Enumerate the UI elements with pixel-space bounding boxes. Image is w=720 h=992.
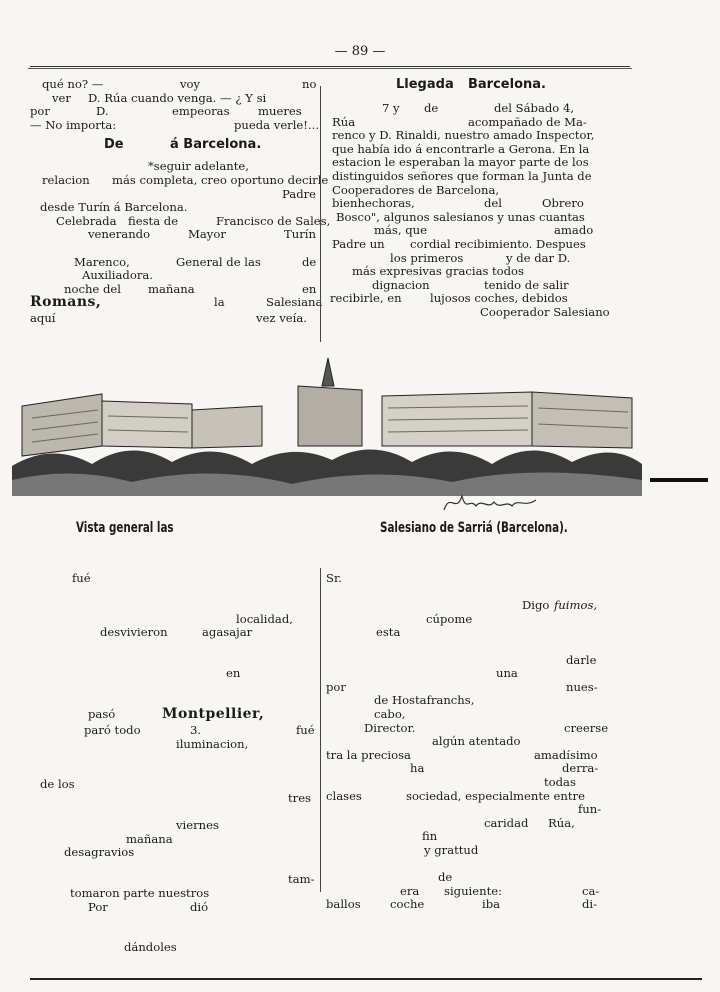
left-top-line bbox=[30, 119, 318, 133]
text-fragment: de bbox=[438, 870, 453, 885]
left-bottom-line bbox=[30, 724, 318, 738]
text-fragment: Barcelona. bbox=[468, 77, 546, 92]
left-bottom-line bbox=[30, 654, 318, 668]
text-fragment: dió bbox=[190, 899, 209, 914]
text-fragment: de bbox=[302, 254, 317, 269]
text-fragment: pasó bbox=[88, 706, 116, 721]
right-bottom-line bbox=[326, 735, 602, 749]
text-fragment: fin bbox=[422, 829, 438, 844]
left-bottom-line bbox=[30, 792, 318, 806]
text-fragment: nues- bbox=[566, 679, 598, 694]
text-fragment: distinguidos señores que forman la Junta de bbox=[332, 168, 592, 183]
text-fragment: bienhechoras, bbox=[332, 196, 415, 211]
text-fragment: viernes bbox=[176, 818, 219, 833]
left-top-line bbox=[30, 201, 318, 215]
right-bottom-line bbox=[326, 885, 602, 899]
text-fragment: clases bbox=[326, 788, 362, 803]
left-bottom-line bbox=[30, 613, 318, 627]
text-fragment: Rúa bbox=[332, 114, 356, 129]
text-fragment: y de dar D. bbox=[506, 250, 571, 265]
text-fragment: por bbox=[30, 104, 50, 119]
text-fragment: 7 y bbox=[382, 101, 400, 115]
right-top-line bbox=[326, 252, 602, 266]
text-fragment: Turín bbox=[284, 227, 316, 242]
text-fragment: qué no? — bbox=[42, 77, 104, 91]
right-top-line bbox=[326, 116, 602, 130]
text-fragment: Celebrada bbox=[56, 213, 117, 228]
text-fragment: ballos bbox=[326, 897, 361, 912]
text-fragment: renco y D. Rinaldi, nuestro amado Inspector, bbox=[332, 128, 595, 143]
text-fragment: iba bbox=[482, 897, 501, 912]
left-top-heading-line bbox=[30, 138, 318, 160]
left-top-line bbox=[30, 78, 318, 92]
text-fragment: voy bbox=[180, 77, 201, 91]
text-fragment: fun- bbox=[578, 802, 602, 817]
fuimos-italic: fuimos, bbox=[554, 598, 598, 613]
text-fragment: tenido de salir bbox=[484, 277, 569, 292]
right-top-line bbox=[326, 304, 610, 320]
left-top-line bbox=[30, 160, 318, 174]
right-top-line bbox=[326, 224, 602, 238]
text-fragment: ca- bbox=[582, 883, 600, 898]
text-fragment: amadísimo bbox=[534, 747, 598, 762]
right-bottom-line bbox=[326, 626, 602, 640]
right-bottom-line bbox=[326, 694, 602, 708]
text-fragment: desagravios bbox=[64, 845, 135, 860]
right-top-line bbox=[326, 143, 602, 157]
text-fragment: coche bbox=[390, 897, 425, 912]
text-fragment: fiesta de bbox=[128, 213, 179, 228]
right-bottom-line bbox=[326, 790, 602, 804]
right-bottom-line bbox=[326, 572, 602, 586]
text-fragment: y grattud bbox=[424, 842, 479, 857]
text-fragment: aquí bbox=[30, 311, 56, 326]
fuimos-line bbox=[326, 599, 602, 613]
right-top-heading-line bbox=[326, 78, 602, 102]
caption-left: Vista general las bbox=[76, 520, 174, 536]
left-bottom-line bbox=[30, 833, 318, 847]
right-bottom-line bbox=[326, 898, 602, 912]
text-fragment: era bbox=[400, 883, 420, 898]
text-fragment: los primeros bbox=[390, 250, 464, 265]
text-fragment: di- bbox=[582, 897, 598, 912]
left-bottom-line bbox=[30, 667, 318, 681]
left-bottom-line bbox=[30, 640, 318, 654]
text-fragment: 3. bbox=[190, 722, 202, 737]
text-fragment: más completa, creo oportuno decirle bbox=[112, 172, 329, 187]
text-fragment: estacion le esperaban la mayor parte de los bbox=[332, 155, 589, 170]
right-column-bottom bbox=[326, 571, 609, 912]
text-fragment: algún atentado bbox=[432, 734, 521, 749]
text-fragment: de los bbox=[40, 777, 75, 792]
right-top-line bbox=[326, 102, 602, 116]
right-column-top bbox=[326, 77, 610, 320]
text-fragment: caridad bbox=[484, 815, 529, 830]
left-bottom-line bbox=[30, 941, 318, 955]
text-fragment: paró todo bbox=[84, 722, 141, 737]
text-fragment: D. Rúa cuando venga. — ¿ Y si bbox=[88, 90, 267, 105]
text-fragment: tra la preciosa bbox=[326, 747, 411, 762]
montpellier-bold: Montpellier, bbox=[162, 705, 265, 722]
text-fragment: mañana bbox=[148, 281, 195, 296]
text-fragment: darle bbox=[566, 652, 597, 667]
left-top-line bbox=[30, 228, 318, 242]
text-fragment: en bbox=[226, 666, 241, 681]
text-fragment: *seguir adelante, bbox=[148, 159, 249, 174]
text-fragment: Llegada bbox=[396, 77, 454, 92]
text-fragment: mañana bbox=[126, 831, 173, 846]
text-fragment: desde Turín á Barcelona. bbox=[40, 200, 188, 215]
right-bottom-line bbox=[326, 830, 602, 844]
text-fragment: Padre un bbox=[332, 236, 385, 251]
text-fragment: Mayor bbox=[188, 227, 226, 242]
text-fragment: del bbox=[484, 196, 502, 211]
left-top-line bbox=[30, 242, 318, 256]
left-bottom-line bbox=[30, 681, 318, 695]
text-fragment: tam- bbox=[288, 872, 315, 887]
right-bottom-line bbox=[326, 817, 602, 831]
text-fragment: Cooperador Salesiano bbox=[480, 304, 610, 319]
text-fragment: amado bbox=[554, 223, 594, 238]
right-bottom-line bbox=[326, 681, 602, 695]
left-top-line bbox=[30, 92, 318, 106]
right-bottom-line bbox=[326, 844, 602, 858]
text-fragment: Padre bbox=[282, 186, 317, 201]
footer-rule bbox=[30, 978, 702, 980]
text-fragment: derra- bbox=[562, 761, 599, 776]
right-bottom-line bbox=[326, 803, 602, 817]
left-bottom-line bbox=[30, 738, 318, 752]
left-bottom-line bbox=[30, 806, 318, 820]
text-fragment: Por bbox=[88, 899, 108, 914]
text-fragment: ha bbox=[410, 761, 425, 776]
text-fragment: del Sábado 4, bbox=[494, 101, 575, 115]
text-fragment: ver bbox=[52, 90, 71, 105]
caption-right: Salesiano de Sarriá (Barcelona). bbox=[380, 520, 568, 536]
romans-bold: Romans, bbox=[30, 294, 102, 311]
text-fragment: de Hostafranchs, bbox=[374, 693, 475, 708]
text-fragment: mueres bbox=[258, 104, 302, 119]
right-top-line bbox=[326, 279, 602, 293]
right-bottom-line bbox=[326, 654, 602, 668]
right-top-line bbox=[326, 292, 602, 306]
text-fragment: cúpome bbox=[426, 611, 473, 626]
left-bottom-line bbox=[30, 599, 318, 613]
left-column-bottom bbox=[30, 572, 318, 955]
text-fragment: más expresivas gracias bbox=[352, 264, 489, 279]
left-top-line bbox=[30, 312, 318, 326]
text-fragment: empeoras bbox=[172, 104, 230, 119]
text-fragment: Bosco", algunos salesianos y unas cuantas bbox=[336, 209, 585, 224]
left-bottom-line bbox=[30, 873, 318, 887]
right-bottom-line bbox=[326, 667, 602, 681]
text-fragment: agasajar bbox=[202, 625, 253, 640]
text-fragment: Sr. bbox=[326, 571, 342, 585]
text-fragment: D. bbox=[96, 104, 109, 119]
text-fragment: fué bbox=[296, 722, 315, 737]
romans-line bbox=[30, 294, 323, 312]
header-rule bbox=[30, 66, 630, 67]
text-fragment: acompañado de Ma- bbox=[468, 114, 587, 129]
right-bottom-line bbox=[326, 776, 602, 790]
text-fragment: General de las bbox=[176, 254, 261, 269]
left-bottom-line bbox=[30, 626, 318, 640]
text-fragment: una bbox=[496, 666, 518, 681]
text-fragment: localidad, bbox=[236, 611, 293, 626]
left-top-line bbox=[30, 188, 318, 202]
text-fragment: De bbox=[104, 137, 124, 153]
right-bottom-line bbox=[326, 613, 602, 627]
text-fragment: por bbox=[326, 679, 346, 694]
header-rule-double bbox=[28, 68, 632, 69]
text-fragment: dignacion bbox=[372, 277, 430, 292]
right-top-line bbox=[326, 265, 602, 279]
text-fragment: dándoles bbox=[124, 940, 177, 955]
left-top-line bbox=[30, 256, 318, 270]
text-fragment: más, que bbox=[374, 223, 427, 238]
text-fragment: fué bbox=[72, 571, 91, 585]
sarria-college-engraving bbox=[12, 346, 642, 496]
left-bottom-line bbox=[30, 778, 318, 792]
right-top-line bbox=[326, 197, 602, 211]
left-bottom-line bbox=[30, 846, 318, 860]
right-bottom-line bbox=[326, 857, 602, 871]
text-fragment: — No importa: bbox=[30, 117, 117, 132]
text-fragment: cabo, bbox=[374, 706, 406, 721]
right-bottom-line bbox=[326, 640, 602, 654]
right-bottom-line bbox=[326, 708, 602, 722]
right-top-line bbox=[326, 184, 602, 198]
left-bottom-line bbox=[30, 765, 318, 779]
text-fragment: noche del bbox=[64, 281, 121, 296]
text-fragment: que había ido á encontrarle a Gerona. En la bbox=[332, 141, 590, 156]
left-bottom-line bbox=[30, 887, 318, 901]
text-fragment: Director. bbox=[364, 720, 416, 735]
text-fragment: Marenco, bbox=[74, 254, 130, 269]
left-bottom-line bbox=[30, 751, 318, 765]
text-fragment: sociedad, especialmente entre bbox=[406, 788, 585, 803]
right-top-line bbox=[326, 170, 602, 184]
text-fragment: Salesiana bbox=[266, 295, 323, 310]
right-bottom-line bbox=[326, 586, 602, 600]
text-fragment: Digo bbox=[522, 598, 550, 613]
left-top-line bbox=[30, 105, 318, 119]
text-fragment: iluminacion, bbox=[176, 736, 249, 751]
left-bottom-line bbox=[30, 586, 318, 600]
text-fragment: en bbox=[302, 281, 317, 296]
text-fragment: pueda verle!... bbox=[234, 117, 320, 132]
right-top-line bbox=[326, 211, 602, 225]
text-fragment: á Barcelona. bbox=[170, 137, 262, 153]
text-fragment: la bbox=[214, 295, 225, 310]
text-fragment: venerando bbox=[88, 227, 151, 242]
right-bottom-line bbox=[326, 749, 602, 763]
text-fragment: vez veía. bbox=[256, 311, 307, 326]
left-bottom-line bbox=[30, 914, 318, 928]
text-fragment: tres bbox=[288, 790, 312, 805]
right-bottom-line bbox=[326, 871, 602, 885]
right-margin-bar bbox=[650, 478, 708, 482]
left-top-line bbox=[30, 269, 318, 283]
text-fragment: siguiente: bbox=[444, 883, 503, 898]
left-top-line bbox=[30, 172, 329, 188]
text-fragment: recibirle, en bbox=[330, 291, 402, 306]
signature bbox=[440, 488, 540, 518]
text-fragment: no bbox=[302, 77, 317, 91]
left-bottom-line bbox=[30, 572, 318, 586]
right-top-line bbox=[326, 129, 602, 143]
text-fragment: Rúa, bbox=[548, 815, 575, 830]
right-bottom-line bbox=[326, 720, 609, 736]
text-fragment: tomaron parte nuestros bbox=[70, 886, 210, 901]
left-column-top bbox=[30, 77, 331, 326]
right-bottom-line bbox=[326, 762, 602, 776]
column-divider-top bbox=[320, 86, 321, 342]
page-number: — 89 — bbox=[334, 44, 386, 59]
left-bottom-line bbox=[30, 901, 318, 915]
text-fragment: Francisco de Sales, bbox=[216, 213, 331, 228]
text-fragment: lujosos coches, debidos bbox=[430, 291, 568, 306]
left-bottom-line bbox=[30, 928, 318, 942]
right-top-line bbox=[326, 156, 602, 170]
text-fragment: todas bbox=[544, 774, 576, 789]
right-top-line bbox=[326, 238, 602, 252]
text-fragment: desvivieron bbox=[100, 625, 168, 640]
column-divider-bottom bbox=[320, 568, 321, 892]
text-fragment: cordial recibimiento. Despues bbox=[410, 236, 586, 251]
text-fragment: relacion bbox=[42, 172, 90, 187]
text-fragment: Obrero bbox=[542, 196, 584, 211]
text-fragment: creerse bbox=[564, 720, 609, 735]
text-fragment: Auxiliadora. bbox=[82, 268, 153, 283]
left-top-line bbox=[30, 213, 331, 229]
text-fragment: Cooperadores de Barcelona, bbox=[332, 182, 500, 197]
text-fragment: todos bbox=[492, 264, 524, 279]
left-bottom-line bbox=[30, 860, 318, 874]
text-fragment: de bbox=[424, 101, 439, 115]
montpellier-line bbox=[30, 705, 318, 724]
left-bottom-line bbox=[30, 819, 318, 833]
text-fragment: esta bbox=[376, 625, 401, 640]
